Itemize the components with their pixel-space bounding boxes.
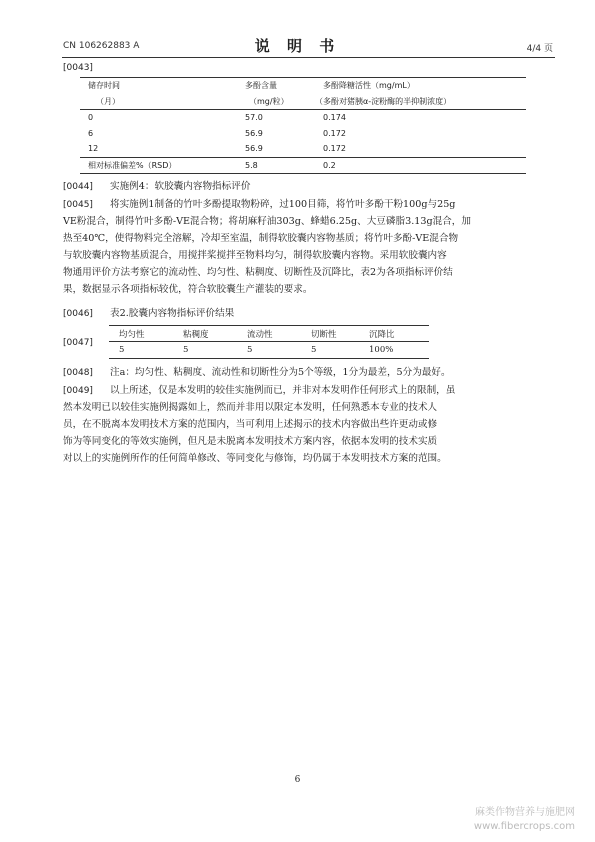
table-cell: 0.172 bbox=[323, 144, 346, 154]
header-polyphenol-content: 多酚含量 bbox=[245, 81, 277, 91]
capsule-index-table bbox=[109, 325, 429, 359]
paragraph-tag-0045: [0045] bbox=[63, 200, 93, 210]
storage-table-header-row bbox=[80, 78, 526, 94]
table-cell: 56.9 bbox=[245, 144, 263, 154]
paragraph-line: 饰为等同变化的等效实施例，但凡是未脱离本发明技术方案内容，依据本发明的技术实质 bbox=[63, 436, 438, 447]
header-sedimentation: 沉降比 bbox=[369, 329, 395, 340]
header-fluidity: 流动性 bbox=[247, 329, 273, 340]
rsd-label: 相对标准偏差%（RSD） bbox=[88, 160, 177, 170]
paragraph-tag-0049: [0049] bbox=[63, 386, 93, 396]
paragraph-line: 然本发明已以较佳实施例揭露如上，然而并非用以限定本发明，任何熟悉本专业的技术人 bbox=[63, 402, 438, 413]
table2-caption: 表2.胶囊内容物指标评价结果 bbox=[110, 308, 235, 319]
unit-polyphenol-content: （mg/粒） bbox=[249, 96, 289, 106]
paragraph-line: 物通用评价方法考察它的流动性、均匀性、粘稠度、切断性及沉降比，表2为各项指标评价结 bbox=[63, 267, 453, 278]
paragraph-line: 以上所述，仅是本发明的较佳实施例而已，并非对本发明作任何形式上的限制，虽 bbox=[110, 385, 456, 396]
table-cell: 57.0 bbox=[245, 113, 263, 123]
page-indicator: 4/4 页 bbox=[526, 44, 553, 54]
header-polyphenol-activity: 多酚降糖活性（mg/mL） bbox=[323, 81, 415, 91]
paragraph-tag-0044: [0044] bbox=[63, 182, 93, 192]
watermark-line: 麻类作物营养与施肥网 bbox=[475, 807, 575, 818]
unit-storage-time: （月） bbox=[96, 96, 120, 106]
patent-number: CN 106262883 A bbox=[63, 41, 140, 51]
paragraph-line: 将实施例1制备的竹叶多酚提取物粉碎，过100目筛，将竹叶多酚干粉100g与25g bbox=[110, 199, 456, 210]
document-title: 说 明 书 bbox=[254, 37, 341, 55]
table-cell: 5 bbox=[247, 345, 253, 355]
paragraph-line: 与软胶囊内容物基质混合，用搅拌桨搅拌至物料均匀，制得软胶囊内容物。采用软胶囊内容 bbox=[63, 250, 447, 261]
table-cell: 100% bbox=[369, 345, 394, 355]
storage-table-grid bbox=[80, 77, 526, 174]
table-row-rsd bbox=[80, 157, 526, 174]
table-cell: 6 bbox=[88, 128, 94, 138]
table-cell: 0 bbox=[88, 113, 94, 123]
paragraph-0049 bbox=[63, 382, 541, 467]
table-cell: 0.174 bbox=[323, 113, 346, 123]
paragraph-tag-0047: [0047] bbox=[63, 338, 93, 348]
table-cell: 5 bbox=[183, 345, 189, 355]
table-note: 注a：均匀性、粘稠度、流动性和切断性分为5个等级，1分为最差，5分为最好。 bbox=[110, 367, 451, 378]
paragraph-line: VE粉混合，制得竹叶多酚-VE混合物；将胡麻籽油303g、蜂蜡6.25g、大豆磷脂3.13g混合，加 bbox=[63, 216, 471, 227]
paragraph-0045 bbox=[63, 196, 541, 298]
header-uniformity: 均匀性 bbox=[119, 329, 145, 340]
rsd-content: 5.8 bbox=[245, 160, 258, 170]
header-storage-time: 储存时间 bbox=[88, 81, 120, 91]
table-cell: 0.172 bbox=[323, 128, 346, 138]
page-number: 6 bbox=[294, 775, 301, 785]
header-viscosity: 粘稠度 bbox=[183, 329, 209, 340]
capsule-table-header-row bbox=[109, 326, 429, 342]
storage-table-units-row bbox=[80, 94, 526, 110]
paragraph-line: 对以上的实施例所作的任何简单修改、等同变化与修饰，均仍属于本发明技术方案的范围。 bbox=[63, 453, 447, 464]
paragraph-line: 热至40℃，使得物料完全溶解，冷却至室温，制得软胶囊内容物基质；将竹叶多酚-VE混合物 bbox=[63, 233, 459, 244]
table-row bbox=[109, 342, 429, 359]
table-row bbox=[80, 126, 526, 142]
rsd-activity: 0.2 bbox=[323, 160, 336, 170]
table-row bbox=[80, 110, 526, 126]
table-cell: 5 bbox=[119, 345, 125, 355]
unit-polyphenol-activity: （多酚对猪胰α-淀粉酶的半抑制浓度） bbox=[315, 96, 452, 106]
header-cuttability: 切断性 bbox=[311, 329, 337, 340]
paragraph-line: 员，在不脱离本发明技术方案的范围内，当可利用上述揭示的技术内容做出些许更动或修 bbox=[63, 419, 438, 430]
paragraph-tag-0048: [0048] bbox=[63, 368, 93, 378]
storage-table bbox=[80, 77, 526, 174]
example-heading: 实施例4：软胶囊内容物指标评价 bbox=[110, 181, 251, 192]
table-cell: 5 bbox=[311, 345, 317, 355]
header-rule bbox=[62, 57, 555, 58]
table-cell: 56.9 bbox=[245, 128, 263, 138]
table-row bbox=[80, 141, 526, 157]
watermark-line: www.fibercrops.com bbox=[473, 821, 575, 832]
capsule-index-grid bbox=[109, 325, 429, 359]
paragraph-line: 果，数据显示各项指标较优，符合软胶囊生产灌装的要求。 bbox=[63, 284, 313, 295]
paragraph-tag-0043: [0043] bbox=[63, 63, 93, 73]
watermark bbox=[474, 806, 575, 834]
paragraph-tag-0046: [0046] bbox=[63, 309, 93, 319]
table-cell: 12 bbox=[88, 144, 99, 154]
